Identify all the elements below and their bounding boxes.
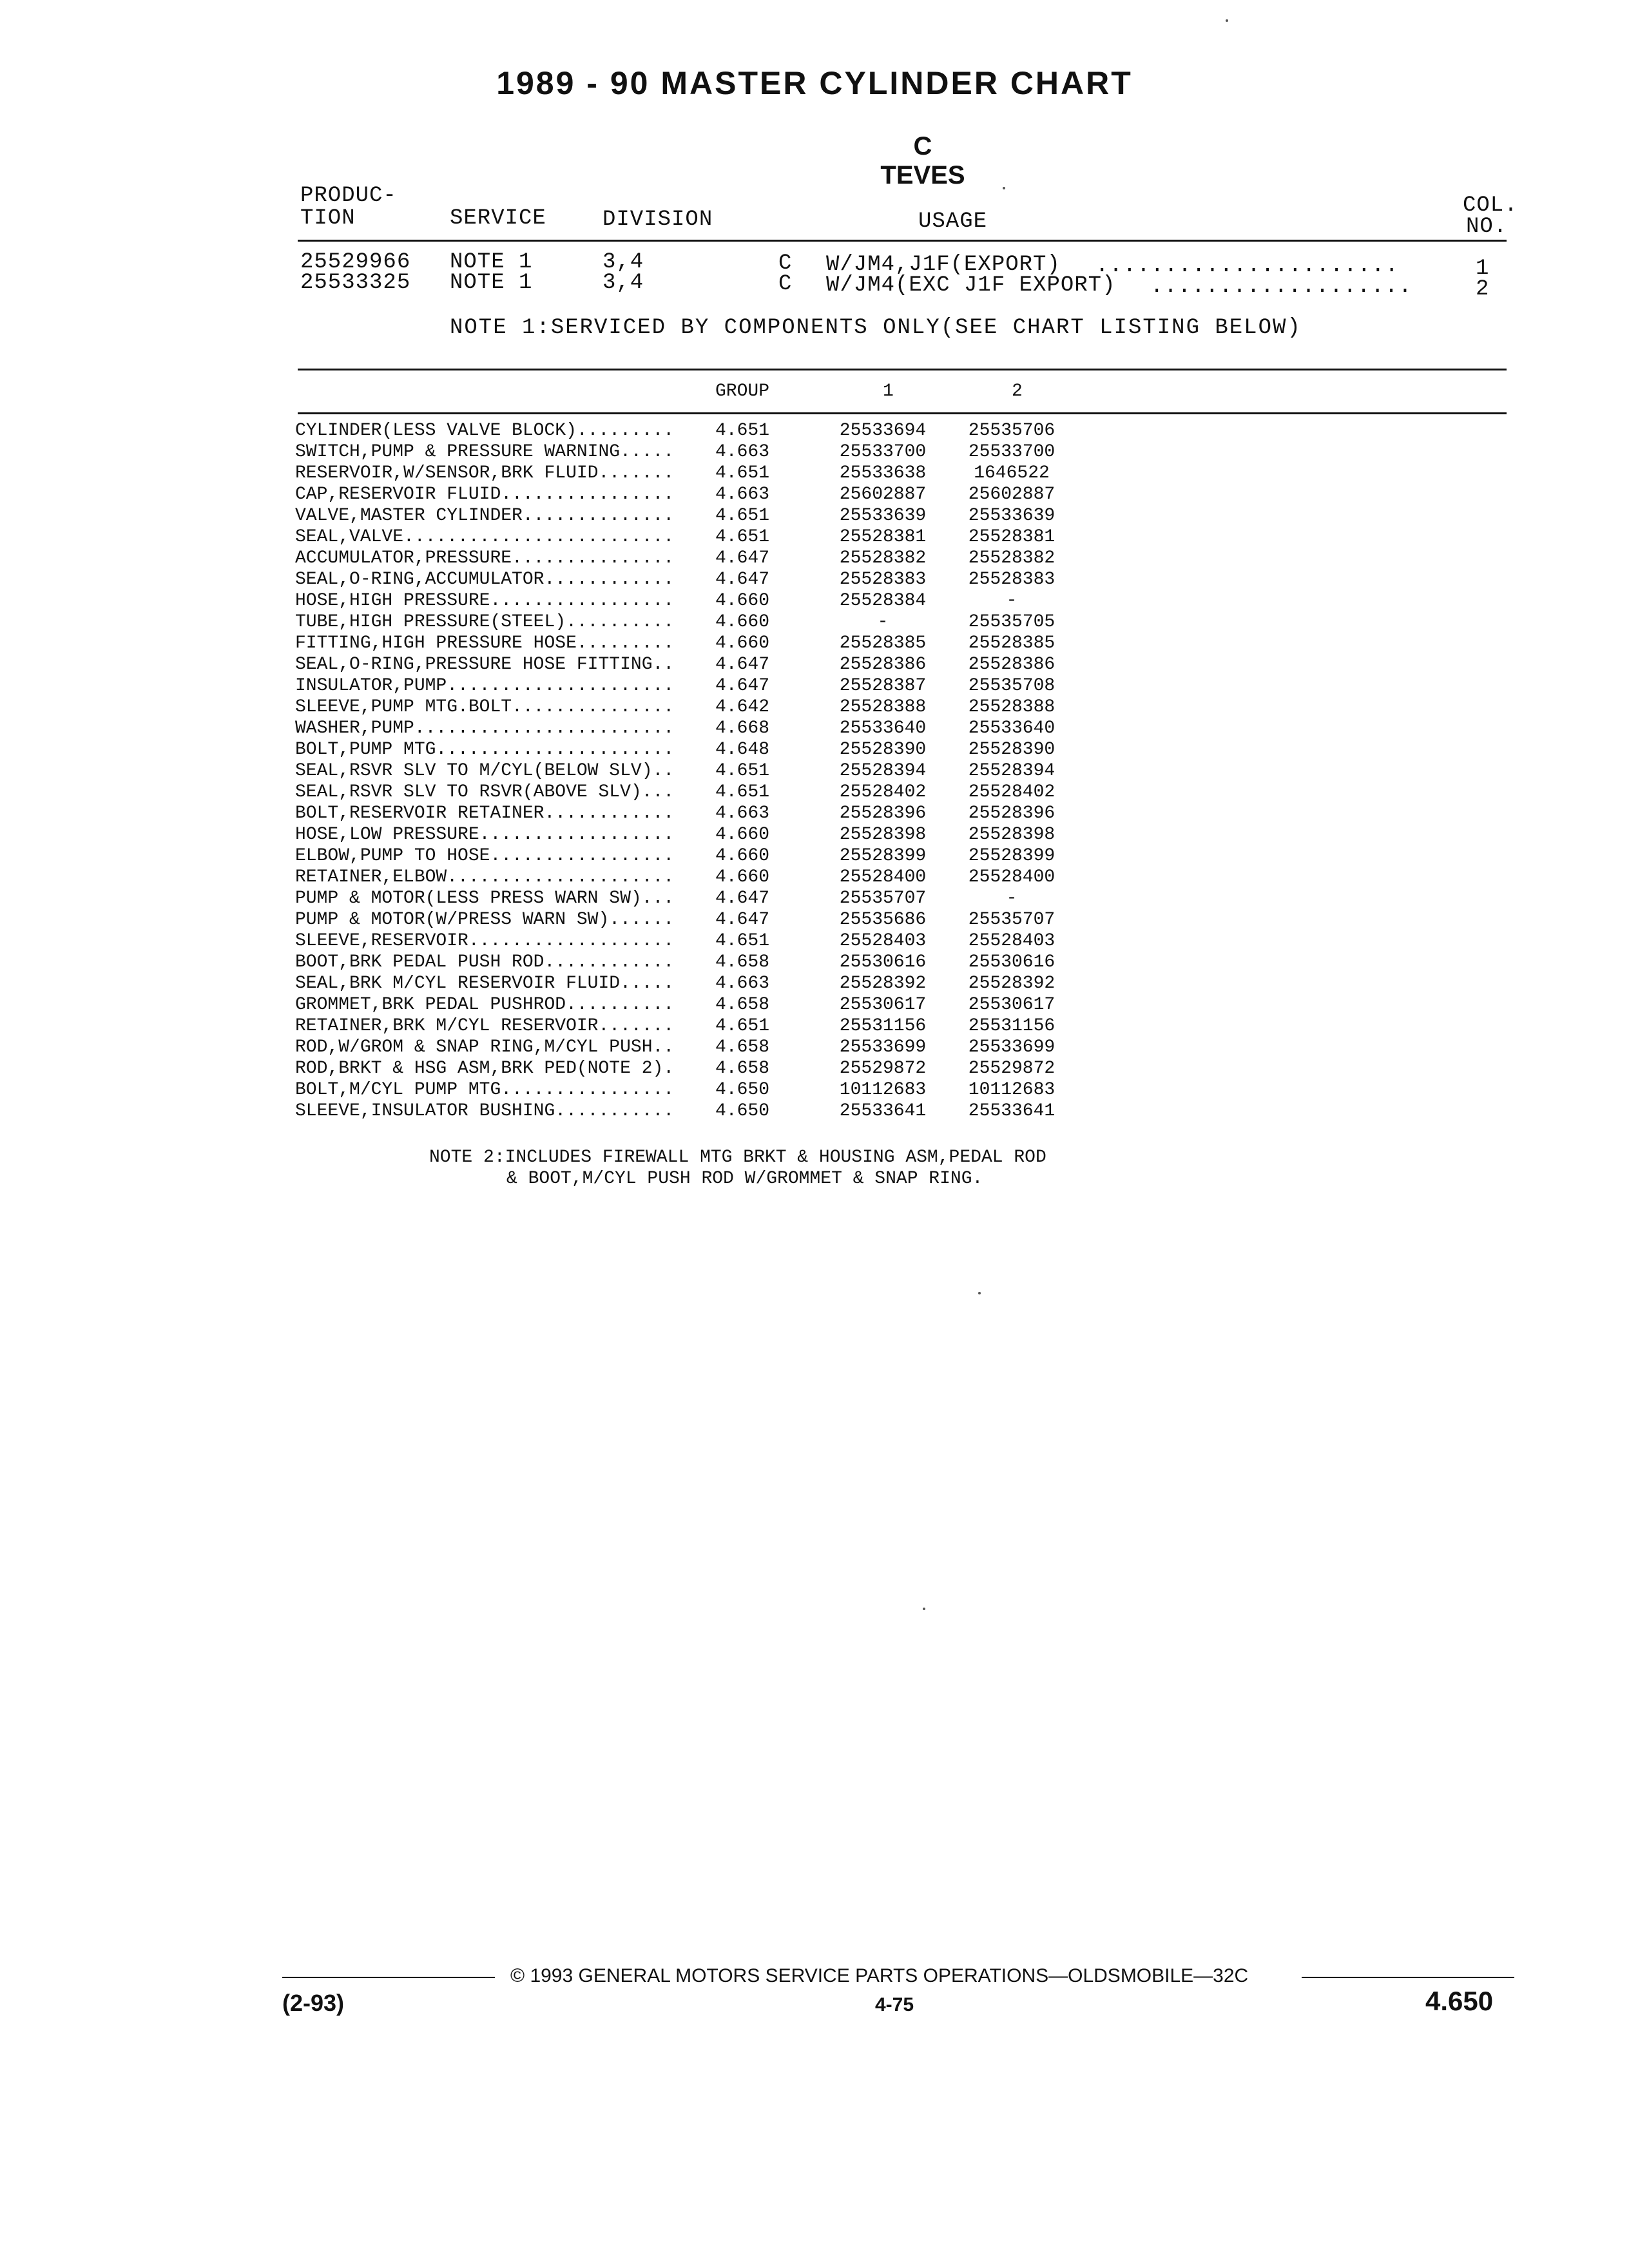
part-group: 4.660 — [715, 612, 770, 632]
part-number-col1: 25528387 — [839, 676, 927, 696]
part-number-col2: 25528382 — [968, 548, 1055, 568]
part-number-col2: 10112683 — [968, 1080, 1055, 1100]
part-number-col1: 25528381 — [839, 527, 927, 547]
part-number-col2: 25528392 — [968, 974, 1055, 994]
part-number-col1: 25533699 — [839, 1037, 927, 1057]
part-number-col1: 25533641 — [839, 1101, 927, 1121]
table-row — [295, 782, 1076, 803]
table-row — [295, 739, 1076, 760]
part-group: 4.663 — [715, 442, 770, 462]
section-letter: C — [913, 132, 932, 160]
table-row — [295, 484, 1076, 505]
part-description: WASHER,PUMP........................ — [295, 718, 675, 738]
part-description: GROMMET,BRK PEDAL PUSHROD.......... — [295, 995, 675, 1015]
table-row — [295, 718, 1076, 739]
part-number-col1: 25528388 — [839, 697, 927, 717]
table-row — [295, 867, 1076, 888]
part-description: SLEEVE,RESERVOIR................... — [295, 931, 675, 951]
usage-leader-dots: ...................... — [1095, 254, 1399, 278]
page-title: 1989 - 90 MASTER CYLINDER CHART — [496, 65, 1133, 101]
part-description: SEAL,RSVR SLV TO RSVR(ABOVE SLV)... — [295, 782, 675, 802]
part-number-col1: 25533639 — [839, 506, 927, 526]
table-row — [295, 1037, 1076, 1058]
table-row — [295, 845, 1076, 867]
table-row — [295, 930, 1076, 952]
header-production-line2: TION — [300, 206, 356, 231]
part-number-col2: 25533640 — [968, 718, 1055, 738]
part-number-col2: 25528402 — [968, 782, 1055, 802]
part-number-col1: 25528403 — [839, 931, 927, 951]
part-description: PUMP & MOTOR(W/PRESS WARN SW)...... — [295, 910, 675, 930]
part-group: 4.660 — [715, 591, 770, 611]
usage-value: W/JM4,J1F(EXPORT) — [826, 253, 1061, 277]
scan-speck — [923, 1608, 925, 1610]
part-group: 4.642 — [715, 697, 770, 717]
table-row — [295, 590, 1076, 611]
part-group: 4.647 — [715, 570, 770, 590]
part-group: 4.660 — [715, 846, 770, 866]
part-number-col2: 25533639 — [968, 506, 1055, 526]
footer-date-code: (2-93) — [282, 1990, 345, 2016]
note-2-line2: & BOOT,M/CYL PUSH ROD W/GROMMET & SNAP RING. — [506, 1169, 983, 1189]
usage-leader-dots: ................... — [1150, 274, 1412, 299]
part-number-col1: 25531156 — [839, 1016, 927, 1036]
part-group: 4.650 — [715, 1080, 770, 1100]
part-description: TUBE,HIGH PRESSURE(STEEL).......... — [295, 612, 675, 632]
division-code: C — [778, 251, 793, 276]
part-group: 4.651 — [715, 463, 770, 483]
part-number-col2: 25531156 — [968, 1016, 1055, 1036]
parts-header-group: GROUP — [715, 381, 770, 401]
parts-table — [295, 420, 1076, 1122]
table-row — [295, 697, 1076, 718]
part-group: 4.660 — [715, 867, 770, 887]
part-number-col2: 25533699 — [968, 1037, 1055, 1057]
part-description: CAP,RESERVOIR FLUID................ — [295, 485, 675, 505]
part-description: BOLT,M/CYL PUMP MTG................ — [295, 1080, 675, 1100]
part-group: 4.647 — [715, 655, 770, 675]
part-group: 4.658 — [715, 1059, 770, 1079]
division-value: 3,4 — [602, 271, 644, 295]
part-number-col2: 25528388 — [968, 697, 1055, 717]
part-group: 4.658 — [715, 952, 770, 972]
part-number-col2: 25528390 — [968, 740, 1055, 760]
part-description: HOSE,LOW PRESSURE.................. — [295, 825, 675, 845]
column-number: 2 — [1476, 277, 1490, 302]
note-2-line1: NOTE 2:INCLUDES FIREWALL MTG BRKT & HOUSING ASM,PEDAL ROD — [429, 1148, 1046, 1168]
table-row — [295, 463, 1076, 484]
table-row — [295, 973, 1076, 994]
part-description: RESERVOIR,W/SENSOR,BRK FLUID....... — [295, 463, 675, 483]
part-number-col1: 10112683 — [839, 1080, 927, 1100]
part-description: SLEEVE,INSULATOR BUSHING........... — [295, 1101, 675, 1121]
part-group: 4.647 — [715, 676, 770, 696]
part-description: INSULATOR,PUMP..................... — [295, 676, 675, 696]
header-division: DIVISION — [602, 207, 713, 232]
table-row — [295, 548, 1076, 569]
part-group: 4.663 — [715, 485, 770, 505]
header-service: SERVICE — [450, 206, 546, 231]
part-number-col2: 1646522 — [974, 463, 1050, 483]
part-description: SEAL,RSVR SLV TO M/CYL(BELOW SLV).. — [295, 761, 675, 781]
header-col-line2: NO. — [1466, 215, 1508, 239]
table-row — [295, 505, 1076, 526]
part-number-col2: 25528400 — [968, 867, 1055, 887]
part-number-col2: 25602887 — [968, 485, 1055, 505]
table-row — [295, 803, 1076, 824]
part-number-col1: 25533640 — [839, 718, 927, 738]
scan-speck — [1226, 19, 1228, 22]
table-row — [295, 824, 1076, 845]
part-description: SEAL,O-RING,PRESSURE HOSE FITTING.. — [295, 655, 675, 675]
part-number-col1: - — [877, 612, 889, 632]
part-number-col1: 25528398 — [839, 825, 927, 845]
part-description: ACCUMULATOR,PRESSURE............... — [295, 548, 675, 568]
part-number-col1: 25602887 — [839, 485, 927, 505]
part-number-col1: 25533700 — [839, 442, 927, 462]
part-number-col1: 25529872 — [839, 1059, 927, 1079]
table-row — [295, 611, 1076, 633]
parts-header-rule — [298, 412, 1507, 414]
table-row — [295, 654, 1076, 675]
part-number-col1: 25530616 — [839, 952, 927, 972]
part-number-col1: 25528402 — [839, 782, 927, 802]
part-group: 4.647 — [715, 548, 770, 568]
part-number-col2: 25528385 — [968, 633, 1055, 653]
parts-header-col2: 2 — [1012, 381, 1023, 401]
part-number-col2: 25528399 — [968, 846, 1055, 866]
header-rule — [298, 240, 1507, 242]
part-description: ROD,W/GROM & SNAP RING,M/CYL PUSH.. — [295, 1037, 675, 1057]
table-row — [295, 675, 1076, 697]
part-group: 4.660 — [715, 825, 770, 845]
part-group: 4.651 — [715, 782, 770, 802]
part-number-col2: 25528394 — [968, 761, 1055, 781]
part-number-col1: 25535707 — [839, 889, 927, 908]
part-number-col1: 25528386 — [839, 655, 927, 675]
part-description: BOOT,BRK PEDAL PUSH ROD............ — [295, 952, 675, 972]
part-group: 4.651 — [715, 931, 770, 951]
table-row — [295, 526, 1076, 548]
section-name: TEVES — [880, 161, 965, 189]
part-number-col1: 25528396 — [839, 803, 927, 823]
usage-value: W/JM4(EXC J1F EXPORT) — [826, 273, 1116, 298]
footer-rule-right — [1302, 1977, 1514, 1978]
footer-section-number: 4.650 — [1425, 1986, 1494, 2016]
part-number-col2: 25529872 — [968, 1059, 1055, 1079]
table-row — [295, 1015, 1076, 1037]
part-number-col2: 25535706 — [968, 421, 1055, 441]
part-description: SEAL,BRK M/CYL RESERVOIR FLUID..... — [295, 974, 675, 994]
header-col-line1: COL. — [1463, 193, 1518, 218]
part-number-col1: 25528392 — [839, 974, 927, 994]
part-number-col1: 25528399 — [839, 846, 927, 866]
part-number-col1: 25528384 — [839, 591, 927, 611]
parts-header-col1: 1 — [883, 381, 894, 401]
footer-rule-left — [282, 1977, 495, 1978]
scan-speck — [978, 1292, 981, 1294]
table-row — [295, 420, 1076, 441]
part-number-col1: 25535686 — [839, 910, 927, 930]
part-group: 4.660 — [715, 633, 770, 653]
service-value: NOTE 1 — [450, 250, 533, 274]
part-number-col2: 25535707 — [968, 910, 1055, 930]
header-usage: USAGE — [918, 209, 988, 234]
part-number-col1: 25528382 — [839, 548, 927, 568]
part-description: RETAINER,BRK M/CYL RESERVOIR....... — [295, 1016, 675, 1036]
table-row — [295, 994, 1076, 1015]
part-description: SLEEVE,PUMP MTG.BOLT............... — [295, 697, 675, 717]
part-number-col2: 25535708 — [968, 676, 1055, 696]
part-number-col1: 25533694 — [839, 421, 927, 441]
table-row — [295, 1079, 1076, 1100]
table-row — [295, 633, 1076, 654]
part-description: BOLT,PUMP MTG...................... — [295, 740, 675, 760]
scan-speck — [1003, 187, 1005, 189]
part-number-col2: 25535705 — [968, 612, 1055, 632]
part-number-col1: 25530617 — [839, 995, 927, 1015]
part-number-col2: - — [1006, 591, 1017, 611]
part-number-col2: 25528383 — [968, 570, 1055, 590]
part-description: PUMP & MOTOR(LESS PRESS WARN SW)... — [295, 889, 675, 908]
production-number: 25533325 — [300, 271, 411, 295]
table-row — [295, 441, 1076, 463]
part-description: SEAL,VALVE......................... — [295, 527, 675, 547]
table-row — [295, 569, 1076, 590]
part-number-col2: 25533700 — [968, 442, 1055, 462]
part-group: 4.647 — [715, 889, 770, 908]
table-row — [295, 1100, 1076, 1122]
part-description: HOSE,HIGH PRESSURE................. — [295, 591, 675, 611]
part-description: RETAINER,ELBOW..................... — [295, 867, 675, 887]
service-value: NOTE 1 — [450, 271, 533, 295]
part-number-col2: 25528381 — [968, 527, 1055, 547]
part-number-col2: - — [1006, 889, 1017, 908]
part-number-col2: 25533641 — [968, 1101, 1055, 1121]
header-production-line1: PRODUC- — [300, 184, 397, 208]
table-row — [295, 1058, 1076, 1079]
part-group: 4.663 — [715, 803, 770, 823]
part-description: ROD,BRKT & HSG ASM,BRK PED(NOTE 2). — [295, 1059, 675, 1079]
part-number-col2: 25528396 — [968, 803, 1055, 823]
part-description: FITTING,HIGH PRESSURE HOSE......... — [295, 633, 675, 653]
part-group: 4.663 — [715, 974, 770, 994]
part-number-col1: 25528394 — [839, 761, 927, 781]
table-row — [295, 760, 1076, 782]
part-description: CYLINDER(LESS VALVE BLOCK)......... — [295, 421, 675, 441]
part-description: SEAL,O-RING,ACCUMULATOR............ — [295, 570, 675, 590]
footer-copyright: © 1993 GENERAL MOTORS SERVICE PARTS OPERATIONS—OLDSMOBILE—32C — [510, 1965, 1249, 1986]
part-group: 4.648 — [715, 740, 770, 760]
part-number-col1: 25528385 — [839, 633, 927, 653]
table-row — [295, 909, 1076, 930]
footer-page-number: 4-75 — [875, 1994, 914, 2015]
column-number: 1 — [1476, 256, 1490, 281]
division-code: C — [778, 272, 793, 296]
part-group: 4.658 — [715, 1037, 770, 1057]
part-group: 4.668 — [715, 718, 770, 738]
part-number-col2: 25528386 — [968, 655, 1055, 675]
part-number-col2: 25528398 — [968, 825, 1055, 845]
part-group: 4.651 — [715, 1016, 770, 1036]
part-number-col1: 25528400 — [839, 867, 927, 887]
part-number-col2: 25530616 — [968, 952, 1055, 972]
division-value: 3,4 — [602, 250, 644, 274]
part-group: 4.651 — [715, 527, 770, 547]
part-number-col1: 25533638 — [839, 463, 927, 483]
part-number-col2: 25528403 — [968, 931, 1055, 951]
part-group: 4.647 — [715, 910, 770, 930]
part-group: 4.651 — [715, 761, 770, 781]
note-1: NOTE 1:SERVICED BY COMPONENTS ONLY(SEE CHART LISTING BELOW) — [450, 316, 1302, 340]
part-description: SWITCH,PUMP & PRESSURE WARNING..... — [295, 442, 675, 462]
production-number: 25529966 — [300, 250, 411, 274]
part-group: 4.651 — [715, 421, 770, 441]
part-group: 4.651 — [715, 506, 770, 526]
part-description: ELBOW,PUMP TO HOSE................. — [295, 846, 675, 866]
part-group: 4.658 — [715, 995, 770, 1015]
part-number-col1: 25528390 — [839, 740, 927, 760]
table-row — [295, 952, 1076, 973]
part-description: BOLT,RESERVOIR RETAINER............ — [295, 803, 675, 823]
part-number-col2: 25530617 — [968, 995, 1055, 1015]
part-number-col1: 25528383 — [839, 570, 927, 590]
note-rule — [298, 369, 1507, 370]
table-row — [295, 888, 1076, 909]
part-description: VALVE,MASTER CYLINDER.............. — [295, 506, 675, 526]
part-group: 4.650 — [715, 1101, 770, 1121]
